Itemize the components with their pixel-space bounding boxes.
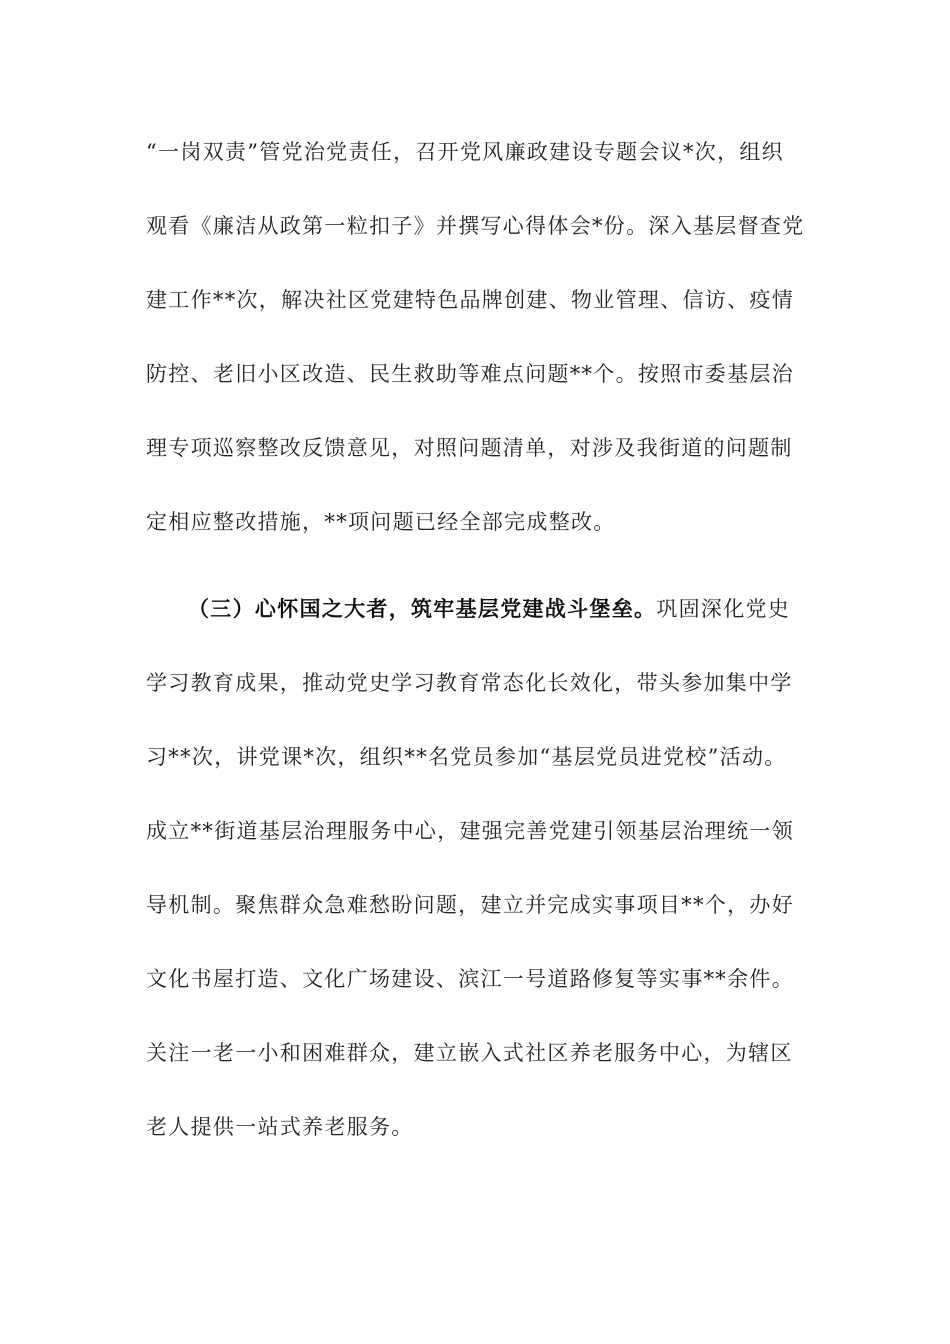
text-line: 成立**街道基层治理服务中心，建强完善党建引领基层治理统一领: [146, 819, 794, 843]
section-heading: （三）心怀国之大者，筑牢基层党建战斗堡垒。: [188, 596, 657, 621]
text-line: 习**次，讲党课*次，组织**名党员参加“基层党员进党校”活动。: [146, 745, 787, 769]
text-line: 定相应整改措施，**项问题已经全部完成整改。: [146, 510, 616, 534]
text-line: 理专项巡察整改反馈意见，对照问题清单，对涉及我街道的问题制: [146, 436, 793, 460]
text-line: 关注一老一小和困难群众，建立嵌入式社区养老服务中心，为辖区: [146, 1041, 793, 1065]
text-line: 建工作**次，解决社区党建特色品牌创建、物业管理、信访、疫情: [146, 288, 794, 312]
text-line: 观看《廉洁从政第一粒扣子》并撰写心得体会*份。深入基层督查党: [146, 214, 805, 238]
text-line: 学习教育成果，推动党史学习教育常态化长效化，带头参加集中学: [146, 671, 793, 695]
text-line: 文化书屋打造、文化广场建设、滨江一号道路修复等实事**余件。: [146, 967, 794, 991]
paragraph-first-line: [188, 594, 808, 624]
text-line: 老人提供一站式养老服务。: [146, 1115, 414, 1139]
heading-continuation: 巩固深化党史: [656, 597, 791, 621]
text-line: 导机制。聚焦群众急难愁盼问题，建立并完成实事项目**个，办好: [146, 893, 794, 917]
text-line: 防控、老旧小区改造、民生救助等难点问题**个。按照市委基层治: [146, 362, 794, 386]
text-line: “一岗双责”管党治党责任，召开党风廉政建设专题会议*次，组织: [146, 140, 784, 164]
